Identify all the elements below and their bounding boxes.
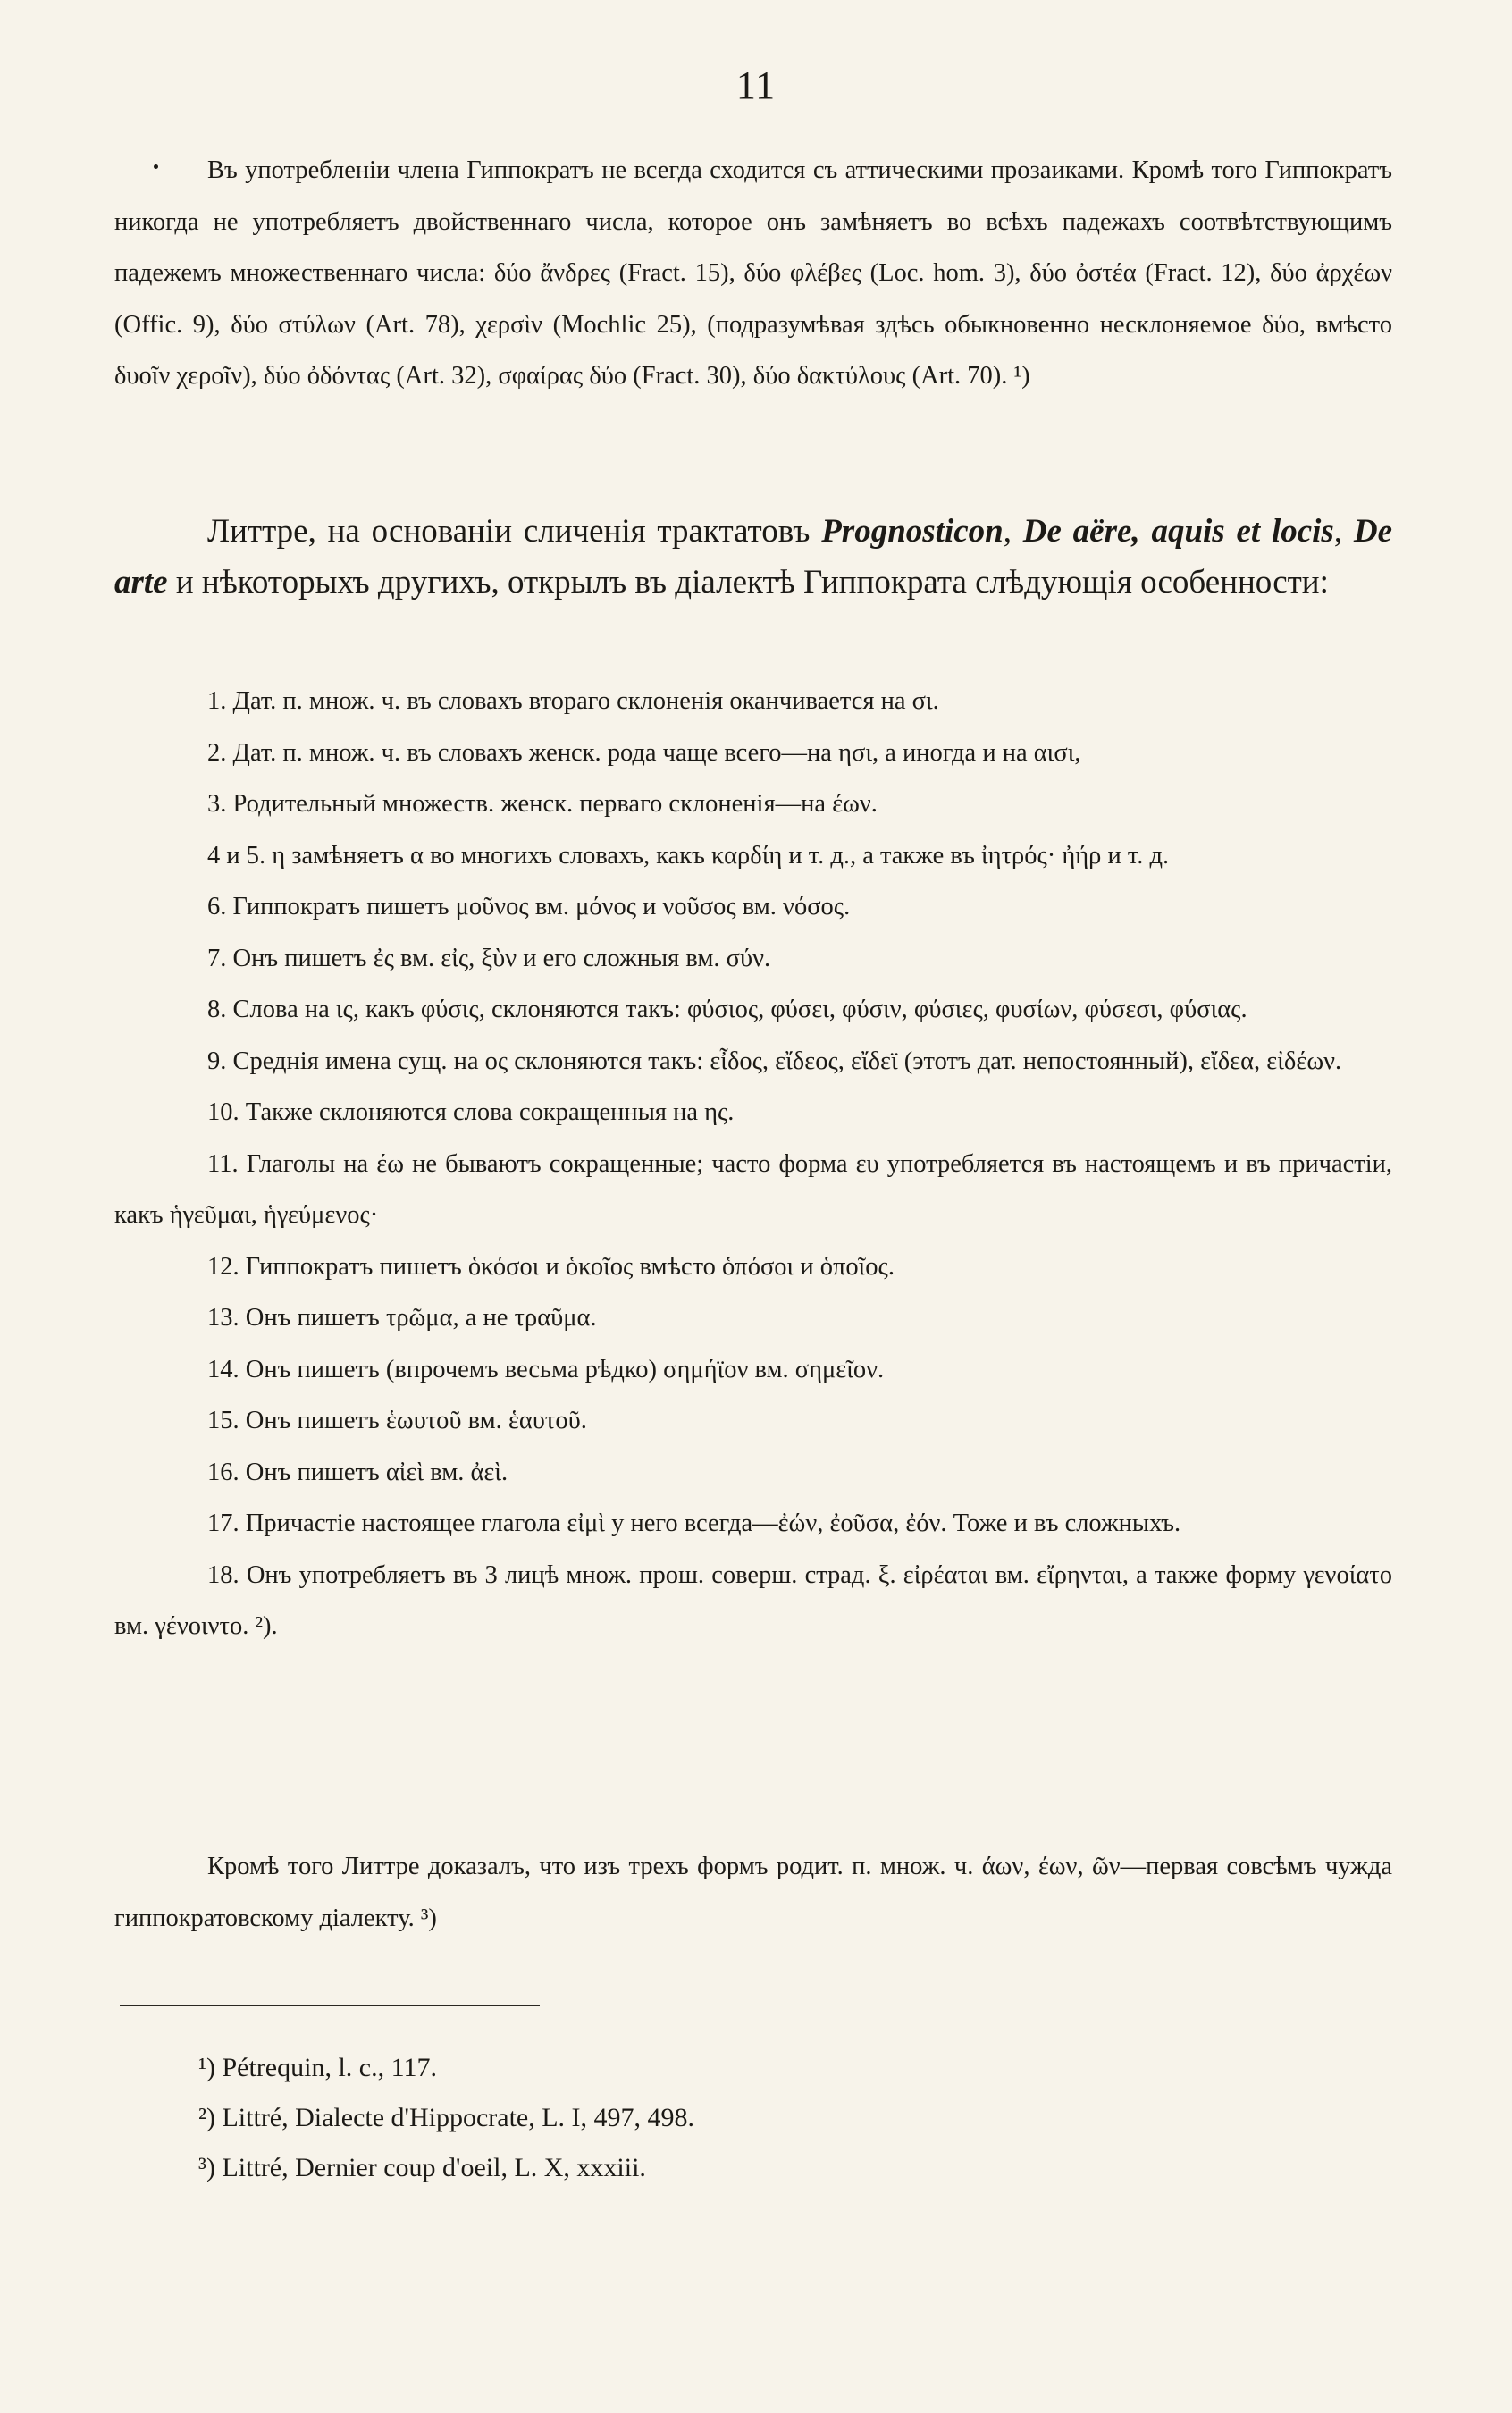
list-item: 12. Гиппократъ пишетъ ὁκόσοι и ὁκοῖος вмѣсто ὁπόσοι и ὁποῖος.: [207, 1252, 895, 1281]
title-de-aere: De aëre, aquis et locis: [1022, 513, 1334, 550]
page-number: 11: [735, 63, 777, 107]
title-prognosticon: Prognosticon: [821, 513, 1004, 550]
intro-section: [114, 145, 1392, 402]
list-item: 3. Родительный множеств. женск. перваго склоненія—на έων.: [207, 790, 878, 818]
title-de-arte: De arte: [114, 513, 1393, 601]
lead-section: [114, 506, 1392, 608]
list-item: 10. Также склоняются слова сокращенныя на ης.: [207, 1098, 735, 1126]
list-item: 15. Онъ пишетъ ἑωυτοῦ вм. ἑαυτοῦ.: [207, 1407, 587, 1434]
lead-text-end: и нѣкоторыхъ другихъ, открылъ въ діалектѣ Гиппократа слѣдующія особенности:: [167, 564, 1329, 601]
footnote-divider: [120, 2005, 540, 2006]
list-item: 9. Среднія имена сущ. на ος склоняются такъ: εἶδος, εἴδεος, εἴδεϊ (этотъ дат. непостоянный), εἴδεα, εἰδέων.: [207, 1047, 1342, 1075]
list-item: 18. Онъ употребляетъ въ 3 лицѣ множ. прош. соверш. страд. ξ. εἰρέαται вм. εἴρηνται, а также форму γενοίατο вм. γένοιντο. ²).: [114, 1560, 1392, 1640]
list-item: 7. Онъ пишетъ ἐς вм. εἰς, ξὺν и его сложныя вм. σύν.: [207, 944, 771, 972]
list-item: 17. Причастіе настоящее глагола εἰμὶ у него всегда—ἐών, ἐοῦσα, ἐόν. Тоже и въ сложныхъ.: [207, 1509, 1181, 1537]
list-item: 13. Онъ пишетъ τρῶμα, а не τραῦμα.: [207, 1304, 597, 1332]
closing-paragraph: Кромѣ того Литтре доказалъ, что изъ трехъ формъ родит. п. множ. ч. άων, έων, ῶν—первая совсѣмъ чужда гиппократовскому діалекту. ³): [114, 1853, 1392, 1932]
list-item: 16. Онъ пишетъ αἰεὶ вм. ἀεὶ.: [207, 1458, 508, 1486]
footnote: ³) Littré, Dernier coup d'oeil, L. X, xxxiii.: [198, 2153, 646, 2182]
lead-text-start: Литтре, на основаніи сличенія трактатовъ: [207, 513, 822, 550]
footnote: ¹) Pétrequin, l. c., 117.: [198, 2053, 437, 2082]
list-item: 4 и 5. η замѣняетъ α во многихъ словахъ, какъ καρδίη и т. д., а также въ ἰητρός· ἠήρ и т. д.: [207, 841, 1170, 870]
closing-section: [114, 1841, 1392, 1944]
list-item: 11. Глаголы на έω не бываютъ сокращенные; часто форма ευ употребляется въ настоящемъ и въ причастіи, какъ ἡγεῦμαι, ἡγεύμενος·: [114, 1149, 1392, 1229]
list-item: 6. Гиппократъ пишетъ μοῦνος вм. μόνος и νοῦσος вм. νόσος.: [207, 893, 851, 921]
footnotes: [198, 2043, 694, 2193]
dialect-features-list: [114, 676, 1392, 1652]
lead-separator: ,: [1333, 513, 1354, 550]
list-item: 2. Дат. п. множ. ч. въ словахъ женск. рода чаще всего—на ησι, а иногда и на αισι,: [207, 738, 1081, 767]
list-item: 8. Слова на ις, какъ φύσις, склоняются такъ: φύσιος, φύσει, φύσιν, φύσιες, φυσίων, φύσεσι, φύσιας.: [207, 996, 1247, 1023]
lead-separator: ,: [1003, 513, 1023, 550]
intro-paragraph: Въ употребленіи члена Гиппократъ не всегда сходится съ аттическими прозаиками. Кромѣ того Гиппократъ никогда не употребляетъ двойственнаго числа, которое онъ замѣняетъ во всѣхъ падежахъ соотвѣтствующимъ падежемъ множественнаго числа: δύο ἄνδρες (Fract. 15), δύο φλέβες (Loc. hom. 3), δύο ὀστέα (Fract. 12), δύο ἀρχέων (Offic. 9), δύο στύλων (Art. 78), χερσὶν (Mochlic 25), (подразумѣвая здѣсь обыкновенно несклоняемое δύο, вмѣсто δυοῖν χεροῖν), δύο ὀδόντας (Art. 32), σφαίρας δύο (Fract. 30), δύο δακτύλους (Art. 70). ¹): [114, 156, 1392, 390]
footnote: ²) Littré, Dialecte d'Hippocrate, L. I, 497, 498.: [198, 2103, 695, 2132]
list-item: 14. Онъ пишетъ (впрочемъ весьма рѣдко) σημήϊον вм. σημεῖον.: [207, 1355, 885, 1383]
list-item: 1. Дат. п. множ. ч. въ словахъ втораго склоненія оканчивается на σι.: [207, 687, 939, 715]
lead-paragraph: [114, 506, 1392, 608]
